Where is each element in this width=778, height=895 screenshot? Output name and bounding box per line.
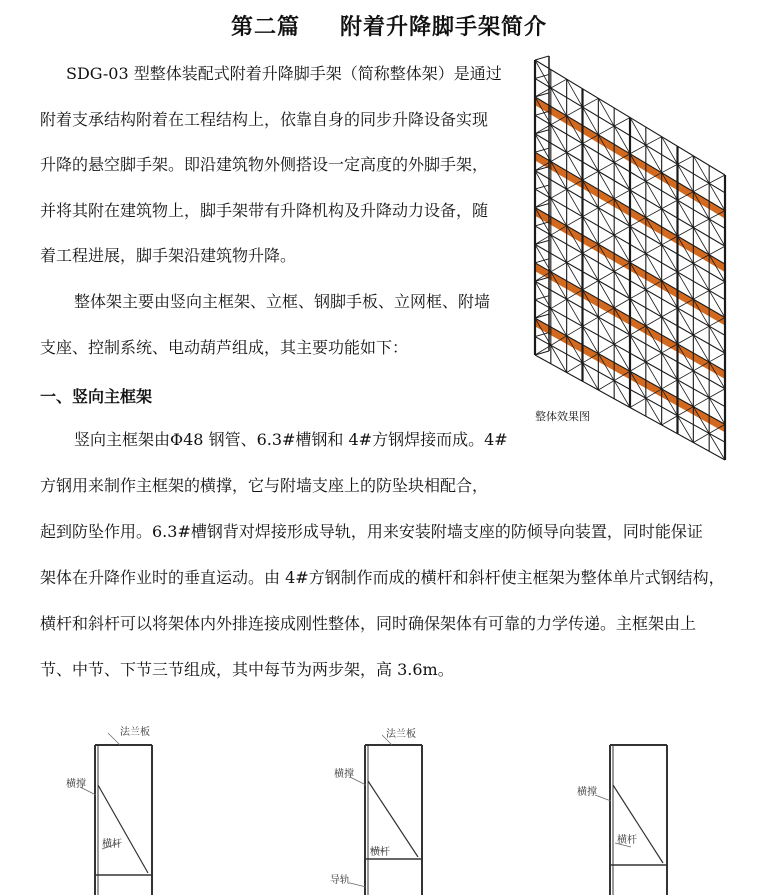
scaffold-brace: [583, 171, 599, 180]
scaffold-depth-bar: [535, 259, 549, 263]
scaffold-brace: [709, 282, 725, 291]
section-heading: 一、竖向主框架: [40, 387, 153, 406]
scaffold-brace: [551, 263, 567, 272]
scaffold-brace: [709, 246, 725, 254]
intro-line: 附着支承结构附着在工程结构上，依靠自身的同步升降设备实现: [40, 110, 489, 129]
scaffold-brace: [583, 208, 599, 217]
scaffold-brace: [551, 189, 567, 198]
scaffold-brace: [646, 353, 662, 362]
scaffold-depth-bar: [535, 240, 549, 244]
scaffold-brace: [693, 219, 709, 227]
intro-line: 并将其附在建筑物上，脚手架带有升降机构及升降动力设备，随: [40, 201, 489, 220]
scaffold-brace: [678, 263, 694, 272]
scaffold-brace: [693, 183, 709, 191]
scaffold-brace: [693, 433, 709, 442]
scaffold-brace: [662, 308, 678, 317]
scaffold-brace: [630, 290, 646, 299]
scaffold-brace: [583, 98, 599, 107]
scaffold-brace: [583, 317, 599, 326]
scaffold-brace: [598, 344, 614, 353]
scaffold-depth-bar: [535, 185, 549, 189]
scaffold-brace: [567, 107, 583, 116]
scaffold-brace: [662, 272, 678, 281]
label-cross-bar: 横杆: [102, 839, 122, 850]
scaffold-brace: [551, 153, 567, 162]
label-cross-brace: 横撑: [334, 769, 354, 780]
scaffold-brace: [678, 228, 694, 237]
scaffold-brace: [614, 118, 630, 127]
scaffold-brace: [646, 209, 662, 218]
section1-line: 节、中节、下节三节组成，其中每节为两步架，高 3.6m。: [40, 660, 454, 679]
scaffold-brace: [614, 335, 630, 344]
label-flange-plate: 法兰板: [120, 727, 150, 738]
scaffold-depth-bar: [535, 148, 549, 152]
scaffold-depth-bar: [535, 296, 549, 300]
scaffold-brace: [630, 254, 646, 263]
label-cross-brace: 横撑: [577, 787, 597, 798]
scaffold-depth-bar: [535, 130, 549, 134]
label-cross-bar: 横杆: [617, 835, 637, 846]
frame-diagram-lower: [575, 735, 685, 895]
scaffold-brace: [598, 126, 614, 135]
scaffold-brace: [567, 363, 583, 373]
scaffold-depth-bar: [535, 204, 549, 208]
scaffold-brace: [662, 164, 678, 172]
section1-line: 起到防坠作用。6.3#槽钢背对焊接形成导轨，用来安装附墙支座的防倾导向装置，同时能保证: [40, 522, 703, 541]
section1-line: 横杆和斜杆可以将架体内外排连接成刚性整体，同时确保架体有可靠的力学传递。主框架由上: [40, 614, 697, 633]
scaffold-brace: [598, 162, 614, 171]
scaffold-brace: [630, 181, 646, 190]
scaffold-brace: [598, 272, 614, 281]
scaffold-brace: [709, 175, 725, 183]
scaffold-brace: [646, 245, 662, 254]
scaffold-brace: [567, 144, 583, 153]
label-cross-bar: 横杆: [370, 847, 390, 858]
scaffold-depth-bar: [535, 333, 549, 337]
label-cross-brace: 横撑: [66, 779, 86, 790]
scaffold-brace: [662, 380, 678, 389]
scaffold-brace: [678, 371, 694, 380]
scaffold-brace: [693, 290, 709, 299]
scaffold-brace: [567, 217, 583, 226]
components-line: 支座、控制系统、电动葫芦组成，其主要功能如下：: [40, 338, 409, 357]
scaffold-brace: [709, 389, 725, 398]
scaffold-brace: [662, 200, 678, 209]
scaffold-brace: [551, 79, 567, 88]
section1-line: 架体在升降作业时的垂直运动。由 4#方钢制作而成的横杆和斜杆使主框架为整体单片式钢结构，: [40, 568, 725, 587]
scaffold-brace: [709, 353, 725, 362]
intro-line: SDG-03 型整体装配式附着升降脚手架（简称整体架）是通过: [66, 64, 502, 83]
scaffold-brace: [693, 398, 709, 407]
scaffold-brace: [567, 326, 583, 335]
scaffold-depth-bar: [535, 222, 549, 226]
title-part-1: 第二篇: [230, 15, 300, 40]
scaffold-depth-bar: [535, 277, 549, 281]
figure-caption: 整体效果图: [535, 410, 590, 423]
scaffold-depth-bar: [535, 314, 549, 318]
frame-diagram-middle: [330, 725, 440, 895]
page-title: [0, 10, 778, 41]
scaffold-brace: [693, 326, 709, 335]
scaffold-brace: [551, 299, 567, 308]
scaffold-brace: [662, 416, 678, 425]
scaffold-depth-bar: [535, 351, 549, 355]
scaffold-brace: [583, 281, 599, 290]
intro-line: 升降的悬空脚手架。即沿建筑物外侧搭设一定高度的外脚手架，: [40, 155, 489, 174]
title-part-2: 附着升降脚手架简介: [340, 15, 548, 40]
intro-line: 着工程进展，脚手架沿建筑物升降。: [40, 246, 297, 265]
scaffold-brace: [630, 362, 646, 371]
components-line: 整体架主要由竖向主框架、立框、钢脚手板、立网框、附墙: [74, 292, 491, 311]
scaffold-brace: [630, 398, 646, 407]
scaffold-brace: [646, 137, 662, 145]
scaffold-brace: [614, 299, 630, 308]
scaffold-figure: [525, 55, 745, 465]
scaffold-brace: [598, 235, 614, 244]
frame-diagram-upper: [60, 725, 170, 895]
scaffold-depth-bar: [535, 167, 549, 171]
scaffold-depth-bar: [535, 56, 549, 60]
scaffold-depth-bar: [535, 74, 549, 78]
scaffold-brace: [678, 156, 694, 164]
label-guide-rail: 导轨: [330, 875, 350, 886]
scaffold-depth-bar: [535, 111, 549, 115]
scaffold-brace: [614, 190, 630, 199]
scaffold-brace: [678, 335, 694, 344]
scaffold-brace: [646, 317, 662, 326]
section1-line: 方钢用来制作主框架的横撑，它与附墙支座上的防坠块相配合，: [40, 476, 489, 495]
scaffold-brace: [630, 145, 646, 154]
scaffold-depth-bar: [535, 93, 549, 97]
label-flange-plate: 法兰板: [386, 729, 416, 740]
scaffold-brace: [567, 253, 583, 262]
scaffold-brace: [614, 226, 630, 235]
scaffold-brace: [598, 381, 614, 390]
scaffold-brace: [693, 156, 709, 183]
section1-line: 竖向主框架由Φ48 钢管、6.3#槽钢和 4#方钢焊接而成。4#: [74, 430, 508, 449]
